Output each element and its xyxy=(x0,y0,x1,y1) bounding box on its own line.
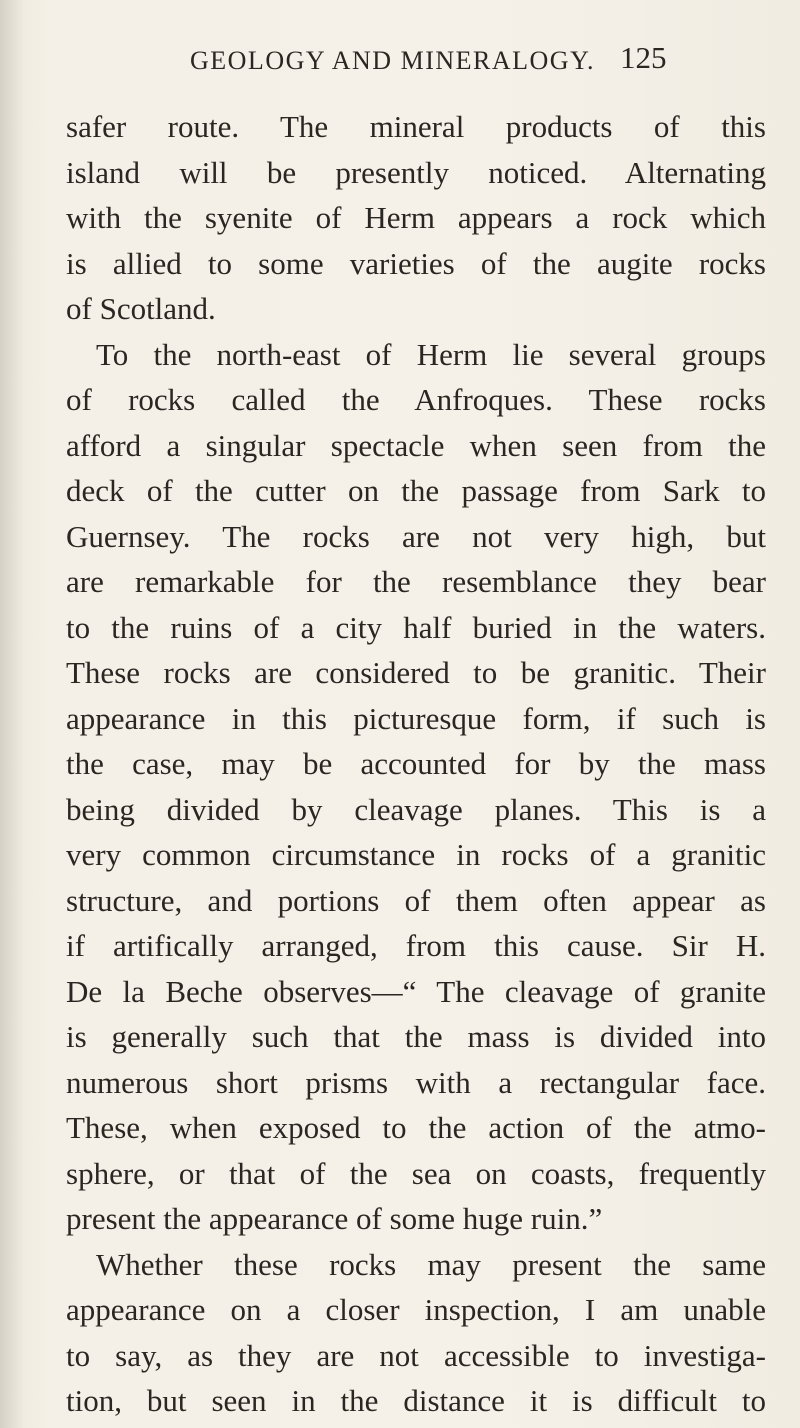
text-line: sphere, or that of the sea on coasts, frequently xyxy=(66,1155,766,1191)
text-line: present the appearance of some huge ruin.” xyxy=(66,1201,603,1236)
text-line: is allied to some varieties of the augite rocks xyxy=(66,245,766,281)
text-line: of rocks called the Anfroques. These rocks xyxy=(66,382,766,417)
text-line: Whether these rocks may present the same xyxy=(96,1246,766,1282)
running-head: GEOLOGY AND MINERALOGY. xyxy=(190,46,595,75)
text-line: numerous short prisms with a rectangular face. xyxy=(66,1064,766,1100)
page-number: 125 xyxy=(620,40,667,75)
text-line: if artifically arranged, from this cause. Sir H. xyxy=(66,928,766,963)
text-line: with the syenite of Herm appears a rock which xyxy=(66,200,766,235)
text-line: being divided by cleavage planes. This is a xyxy=(66,791,766,827)
text-line: deck of the cutter on the passage from Sark to xyxy=(66,473,766,508)
text-line: appearance on a closer inspection, I am unable xyxy=(66,1292,766,1327)
text-line: afford a singular spectacle when seen from the xyxy=(66,427,766,463)
text-line: the case, may be accounted for by the mass xyxy=(66,746,766,781)
text-line: of Scotland. xyxy=(66,291,216,326)
text-line: very common circumstance in rocks of a granitic xyxy=(66,837,766,872)
text-line: To the north-east of Herm lie several groups xyxy=(96,336,766,372)
text-line: appearance in this picturesque form, if such is xyxy=(66,700,766,736)
text-line: De la Beche observes—“ The cleavage of granite xyxy=(66,973,766,1009)
text-line: These rocks are considered to be granitic. Their xyxy=(66,655,766,690)
text-line: safer route. The mineral products of this xyxy=(66,109,766,144)
text-line: are remarkable for the resemblance they bear xyxy=(66,564,766,599)
text-line: These, when exposed to the action of the atmo- xyxy=(66,1110,766,1145)
text-line: to the ruins of a city half buried in the waters. xyxy=(66,609,766,645)
text-line: to say, as they are not accessible to investiga- xyxy=(66,1337,766,1373)
text-line: is generally such that the mass is divided into xyxy=(66,1019,766,1054)
text-line: island will be presently noticed. Alternating xyxy=(66,154,766,190)
binding-shadow xyxy=(0,0,24,1428)
text-line: tion, but seen in the distance it is difficult to xyxy=(66,1383,766,1418)
text-line: Guernsey. The rocks are not very high, but xyxy=(66,518,766,554)
body-text xyxy=(66,104,766,1424)
text-line: structure, and portions of them often appear as xyxy=(66,882,766,918)
